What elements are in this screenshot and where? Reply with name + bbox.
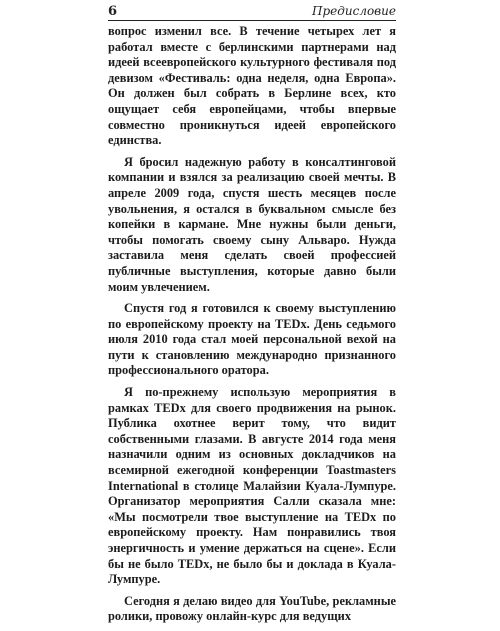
running-head [108,4,396,21]
page-number: 6 [108,4,118,19]
body-text [108,24,396,631]
section-title: Предисловие [312,4,396,18]
paragraph-continued: вопрос изменил все. В течение четырех лет я работал вместе с берлинскими партнерами над идеей всеевропейского культурного фестиваля под девизом «Фестиваль: одна неделя, одна Европа». Он должен был собрать в Берлине всех, кто ощущает себя европейцами, чтобы впервые совместно проникнуться идеей европейского единства. [108,24,396,148]
paragraph: Спустя год я готовился к своему выступлению по европейскому проекту на TEDx. День седьмого июля 2010 года стал моей персональной вехой на пути к становлению международно признанного профессионального оратора. [108,301,396,378]
paragraph: Сегодня я делаю видео для YouTube, рекламные ролики, провожу онлайн-курс для ведущих [108,593,396,624]
paragraph: Я бросил надежную работу в консалтинговой компании и взялся за реализацию своей мечты. В апреле 2009 года, спустя шесть месяцев после увольнения, я остался в буквальном смысле без копейки в кармане. Мне нужны были деньги, чтобы помогать своему сыну Альваро. Нужда заставила меня сделать своей профессией публичные выступления, которые давно были моим увлечением. [108,154,396,294]
paragraph: Я по-прежнему использую мероприятия в рамках TEDx для своего продвижения на рынок. Публика охотнее верит тому, что видит собственными глазами. В августе 2014 года меня назначили одним из основных докладчиков на всемирной ежегодной конференции Toastmasters International в столице Малайзии Куала-Лумпуре. Организатор мероприятия Салли сказала мне: «Мы посмотрели твое выступление на TEDx по европейскому проекту. Нам понравились твоя энергичность и умение держаться на сцене». Если бы не было TEDx, не было бы и доклада в Куала-Лумпуре. [108,385,396,587]
